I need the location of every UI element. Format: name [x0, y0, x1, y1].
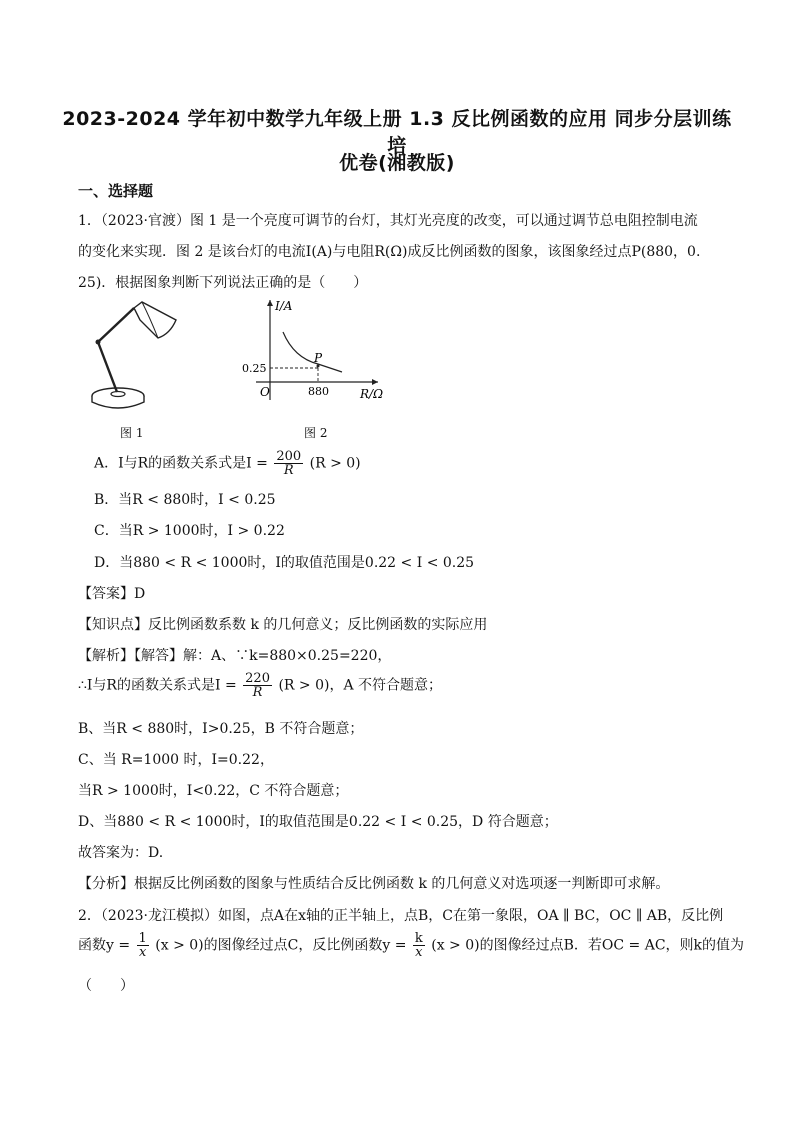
q2-fraction-1-numerator: 1 [138, 931, 147, 946]
option-c: C．当R > 1000时，I > 0.22 [94, 523, 285, 539]
q2-text-line3: （ ） [78, 978, 134, 994]
inverse-function-graph [238, 296, 388, 408]
hyperbola-curve [283, 332, 342, 372]
y-axis-arrow-icon [267, 300, 273, 306]
option-b: B．当R < 880时，I < 0.25 [94, 492, 276, 508]
y-axis-label: I/A [275, 299, 293, 313]
figure2-caption: 图 2 [304, 426, 328, 440]
document-title-line1: 2023-2024 学年初中数学九年级上册 1.3 反比例函数的应用 同步分层训练培 [62, 108, 732, 157]
option-a-prefix: A．I与R的函数关系式是I = [94, 455, 268, 472]
desk-lamp-figure [84, 298, 194, 414]
q2-text-line1: 2．（2023·龙江模拟）如图，点A在x轴的正半轴上，点B，C在第一象限，OA ∥ BC，OC ∥ AB，反比例 [78, 908, 724, 924]
q1-text-line1: 1．（2023·官渡）图 1 是一个亮度可调节的台灯，其灯光亮度的改变，可以通过调节总电阻控制电流 [78, 213, 698, 229]
q2-fraction-1 [137, 932, 149, 959]
q2-line2-suffix: (x > 0)的图像经过点B．若OC = AC，则k的值为 [431, 937, 745, 954]
option-a-fraction [274, 450, 303, 477]
solution-fraction [243, 672, 272, 699]
solution-line3: B、当R < 880时，I>0.25，B 不符合题意； [78, 721, 364, 737]
answer-line: 【答案】D [78, 586, 146, 602]
analysis-line: 【分析】根据反比例函数的图象与性质结合反比例函数 k 的几何意义对选项逐一判断即可求解。 [78, 876, 670, 892]
solution-line2-suffix: (R > 0)，A 不符合题意； [278, 677, 443, 694]
solution-denominator: R [252, 685, 263, 700]
x-axis-label: R/Ω [360, 387, 384, 401]
solution-numerator: 220 [245, 671, 270, 686]
q1-text-line2: 的变化来实现．图 2 是该台灯的电流I(A)与电阻R(Ω)成反比例函数的图象，该图象经过点P(880，0. [78, 244, 701, 260]
option-a-numerator: 200 [276, 449, 302, 464]
q2-fraction-2 [413, 932, 425, 959]
option-a-denominator: R [283, 463, 294, 478]
point-p-label: P [314, 351, 323, 365]
solution-line1: 【解析】【解答】解：A、∵k=880×0.25=220， [78, 648, 392, 664]
q2-line2-middle: (x > 0)的图像经过点C，反比例函数y = [155, 937, 407, 954]
solution-line7: 故答案为：D. [78, 845, 164, 861]
document-title-line2: 优卷(湘教版) [339, 152, 455, 174]
knowledge-point-line: 【知识点】反比例函数系数 k 的几何意义；反比例函数的实际应用 [78, 617, 488, 633]
q1-text-line3: 25)．根据图象判断下列说法正确的是（ ） [78, 275, 368, 291]
section-heading: 一、选择题 [78, 182, 154, 200]
origin-label: O [260, 385, 270, 399]
solution-line5: 当R > 1000时，I<0.22，C 不符合题意； [78, 783, 349, 799]
q2-text-line2 [78, 931, 745, 960]
solution-line4: C、当 R=1000 时，I=0.22， [78, 752, 274, 768]
solution-line2 [78, 672, 728, 699]
y-tick-label: 0.25 [242, 362, 267, 375]
q2-fraction-2-denominator: x [415, 945, 423, 960]
solution-line6: D、当880 < R < 1000时，I的取值范围是0.22 < I < 0.25，D 符合题意； [78, 814, 558, 830]
q2-fraction-1-denominator: x [139, 945, 147, 960]
figure1-caption: 图 1 [120, 426, 144, 440]
option-a [94, 450, 361, 477]
x-tick-label: 880 [308, 385, 329, 398]
x-axis-arrow-icon [372, 379, 378, 385]
q2-fraction-2-numerator: k [414, 931, 423, 946]
solution-line2-prefix: ∴I与R的函数关系式是I = [78, 677, 237, 694]
q2-line2-prefix: 函数y = [78, 937, 131, 954]
option-d: D．当880 < R < 1000时，I的取值范围是0.22 < I < 0.25 [94, 555, 475, 571]
option-a-suffix: (R > 0) [309, 455, 361, 472]
